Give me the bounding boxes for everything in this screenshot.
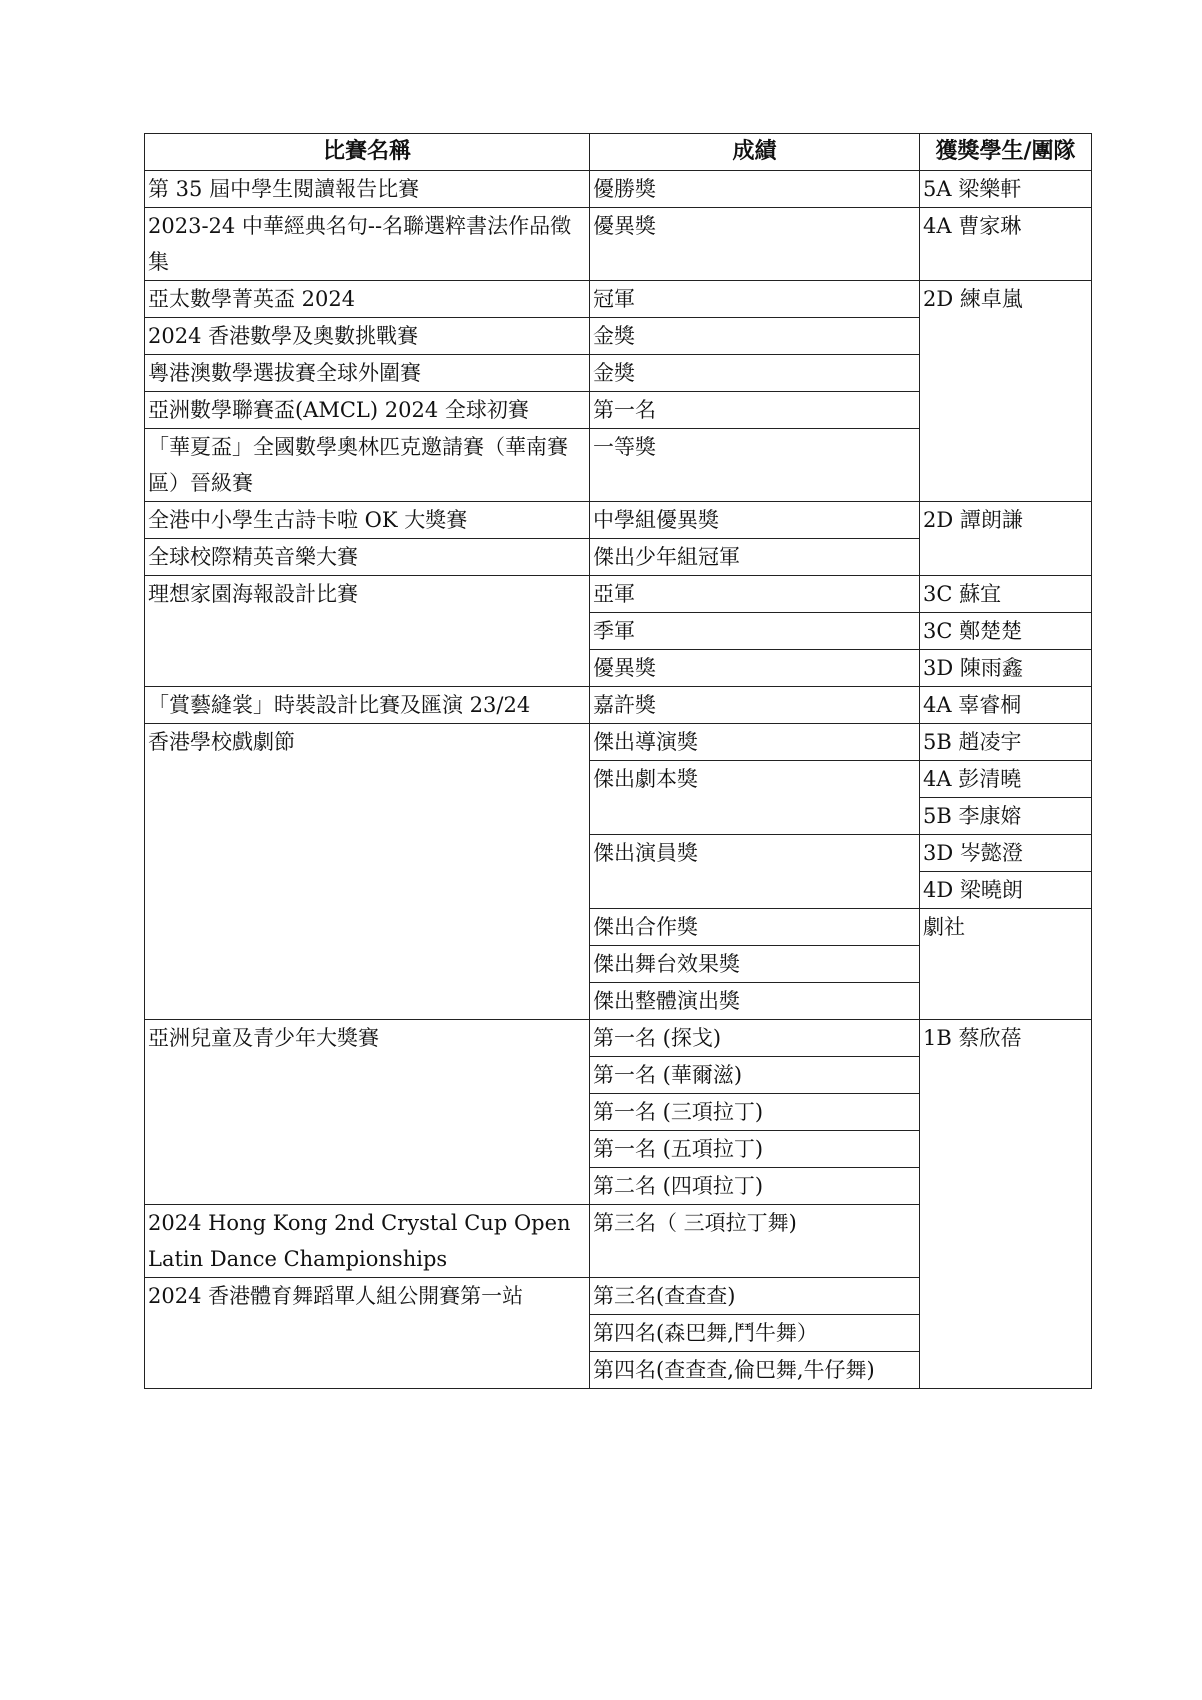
awardee-cell: 4A 曹家琳 [920, 208, 1092, 281]
result-cell: 冠軍 [590, 281, 920, 318]
awardee-cell: 3D 陳雨鑫 [920, 650, 1092, 687]
result-cell: 傑出整體演出獎 [590, 983, 920, 1020]
header-row [145, 134, 1092, 171]
table-row [145, 208, 1092, 281]
result-cell: 第一名 (華爾滋) [590, 1057, 920, 1094]
awardee-cell: 5B 趙凌宇 [920, 724, 1092, 761]
competition-cell: 2024 香港體育舞蹈單人組公開賽第一站 [145, 1278, 590, 1389]
result-cell: 第二名 (四項拉丁) [590, 1168, 920, 1205]
result-cell: 一等獎 [590, 429, 920, 502]
result-cell: 第一名 (五項拉丁) [590, 1131, 920, 1168]
competition-cell: 亞太數學菁英盃 2024 [145, 281, 590, 318]
table-header [145, 134, 1092, 171]
competition-cell: 2023-24 中華經典名句--名聯選粹書法作品徵集 [145, 208, 590, 281]
table-row [145, 502, 1092, 539]
awards-table [144, 133, 1092, 1389]
awardee-cell: 2D 練卓嵐 [920, 281, 1092, 502]
result-cell: 傑出舞台效果獎 [590, 946, 920, 983]
awardee-cell: 2D 譚朗謙 [920, 502, 1092, 576]
table-row [145, 281, 1092, 318]
result-cell: 傑出劇本獎 [590, 761, 920, 835]
competition-cell: 「華夏盃」全國數學奧林匹克邀請賽（華南賽區）晉級賽 [145, 429, 590, 502]
awardee-cell: 5B 李康嫆 [920, 798, 1092, 835]
awardee-cell: 劇社 [920, 909, 1092, 1020]
awardee-cell: 4A 彭清曉 [920, 761, 1092, 798]
result-cell: 第四名(森巴舞,鬥牛舞） [590, 1315, 920, 1352]
result-cell: 第一名 (探戈) [590, 1020, 920, 1057]
competition-cell: 粵港澳數學選拔賽全球外圍賽 [145, 355, 590, 392]
result-cell: 第四名(查查查,倫巴舞,牛仔舞) [590, 1352, 920, 1389]
result-cell: 第一名 [590, 392, 920, 429]
table-row [145, 724, 1092, 761]
result-cell: 嘉許獎 [590, 687, 920, 724]
competition-cell: 全港中小學生古詩卡啦 OK 大獎賽 [145, 502, 590, 539]
awardee-cell: 3C 蘇宜 [920, 576, 1092, 613]
result-cell: 第三名（ 三項拉丁舞) [590, 1205, 920, 1278]
table-row [145, 171, 1092, 208]
result-cell: 傑出演員獎 [590, 835, 920, 909]
result-cell: 季軍 [590, 613, 920, 650]
competition-cell: 2024 香港數學及奧數挑戰賽 [145, 318, 590, 355]
table-row [145, 576, 1092, 613]
table-row [145, 687, 1092, 724]
result-cell: 金獎 [590, 355, 920, 392]
result-cell: 優勝獎 [590, 171, 920, 208]
awardee-cell: 4D 梁曉朗 [920, 872, 1092, 909]
result-cell: 第一名 (三項拉丁) [590, 1094, 920, 1131]
result-cell: 傑出合作獎 [590, 909, 920, 946]
header-competition: 比賽名稱 [145, 134, 590, 171]
competition-cell: 「賞藝縫裳」時裝設計比賽及匯演 23/24 [145, 687, 590, 724]
result-cell: 傑出導演獎 [590, 724, 920, 761]
awardee-cell: 4A 辜睿桐 [920, 687, 1092, 724]
awardee-cell: 3D 岑懿澄 [920, 835, 1092, 872]
awardee-cell: 1B 蔡欣蓓 [920, 1020, 1092, 1389]
result-cell: 第三名(查查查) [590, 1278, 920, 1315]
result-cell: 優異獎 [590, 208, 920, 281]
competition-cell: 2024 Hong Kong 2nd Crystal Cup Open Latin Dance Championships [145, 1205, 590, 1278]
competition-cell: 亞洲兒童及青少年大獎賽 [145, 1020, 590, 1205]
result-cell: 傑出少年組冠軍 [590, 539, 920, 576]
awardee-cell: 3C 鄭楚楚 [920, 613, 1092, 650]
result-cell: 金獎 [590, 318, 920, 355]
competition-cell: 理想家園海報設計比賽 [145, 576, 590, 687]
table-body [145, 171, 1092, 1389]
result-cell: 優異獎 [590, 650, 920, 687]
result-cell: 亞軍 [590, 576, 920, 613]
header-result: 成績 [590, 134, 920, 171]
competition-cell: 全球校際精英音樂大賽 [145, 539, 590, 576]
awardee-cell: 5A 梁樂軒 [920, 171, 1092, 208]
result-cell: 中學組優異獎 [590, 502, 920, 539]
competition-cell: 香港學校戲劇節 [145, 724, 590, 1020]
competition-cell: 亞洲數學聯賽盃(AMCL) 2024 全球初賽 [145, 392, 590, 429]
header-awardee: 獲獎學生/團隊 [920, 134, 1092, 171]
competition-cell: 第 35 屆中學生閱讀報告比賽 [145, 171, 590, 208]
table-row [145, 1020, 1092, 1057]
